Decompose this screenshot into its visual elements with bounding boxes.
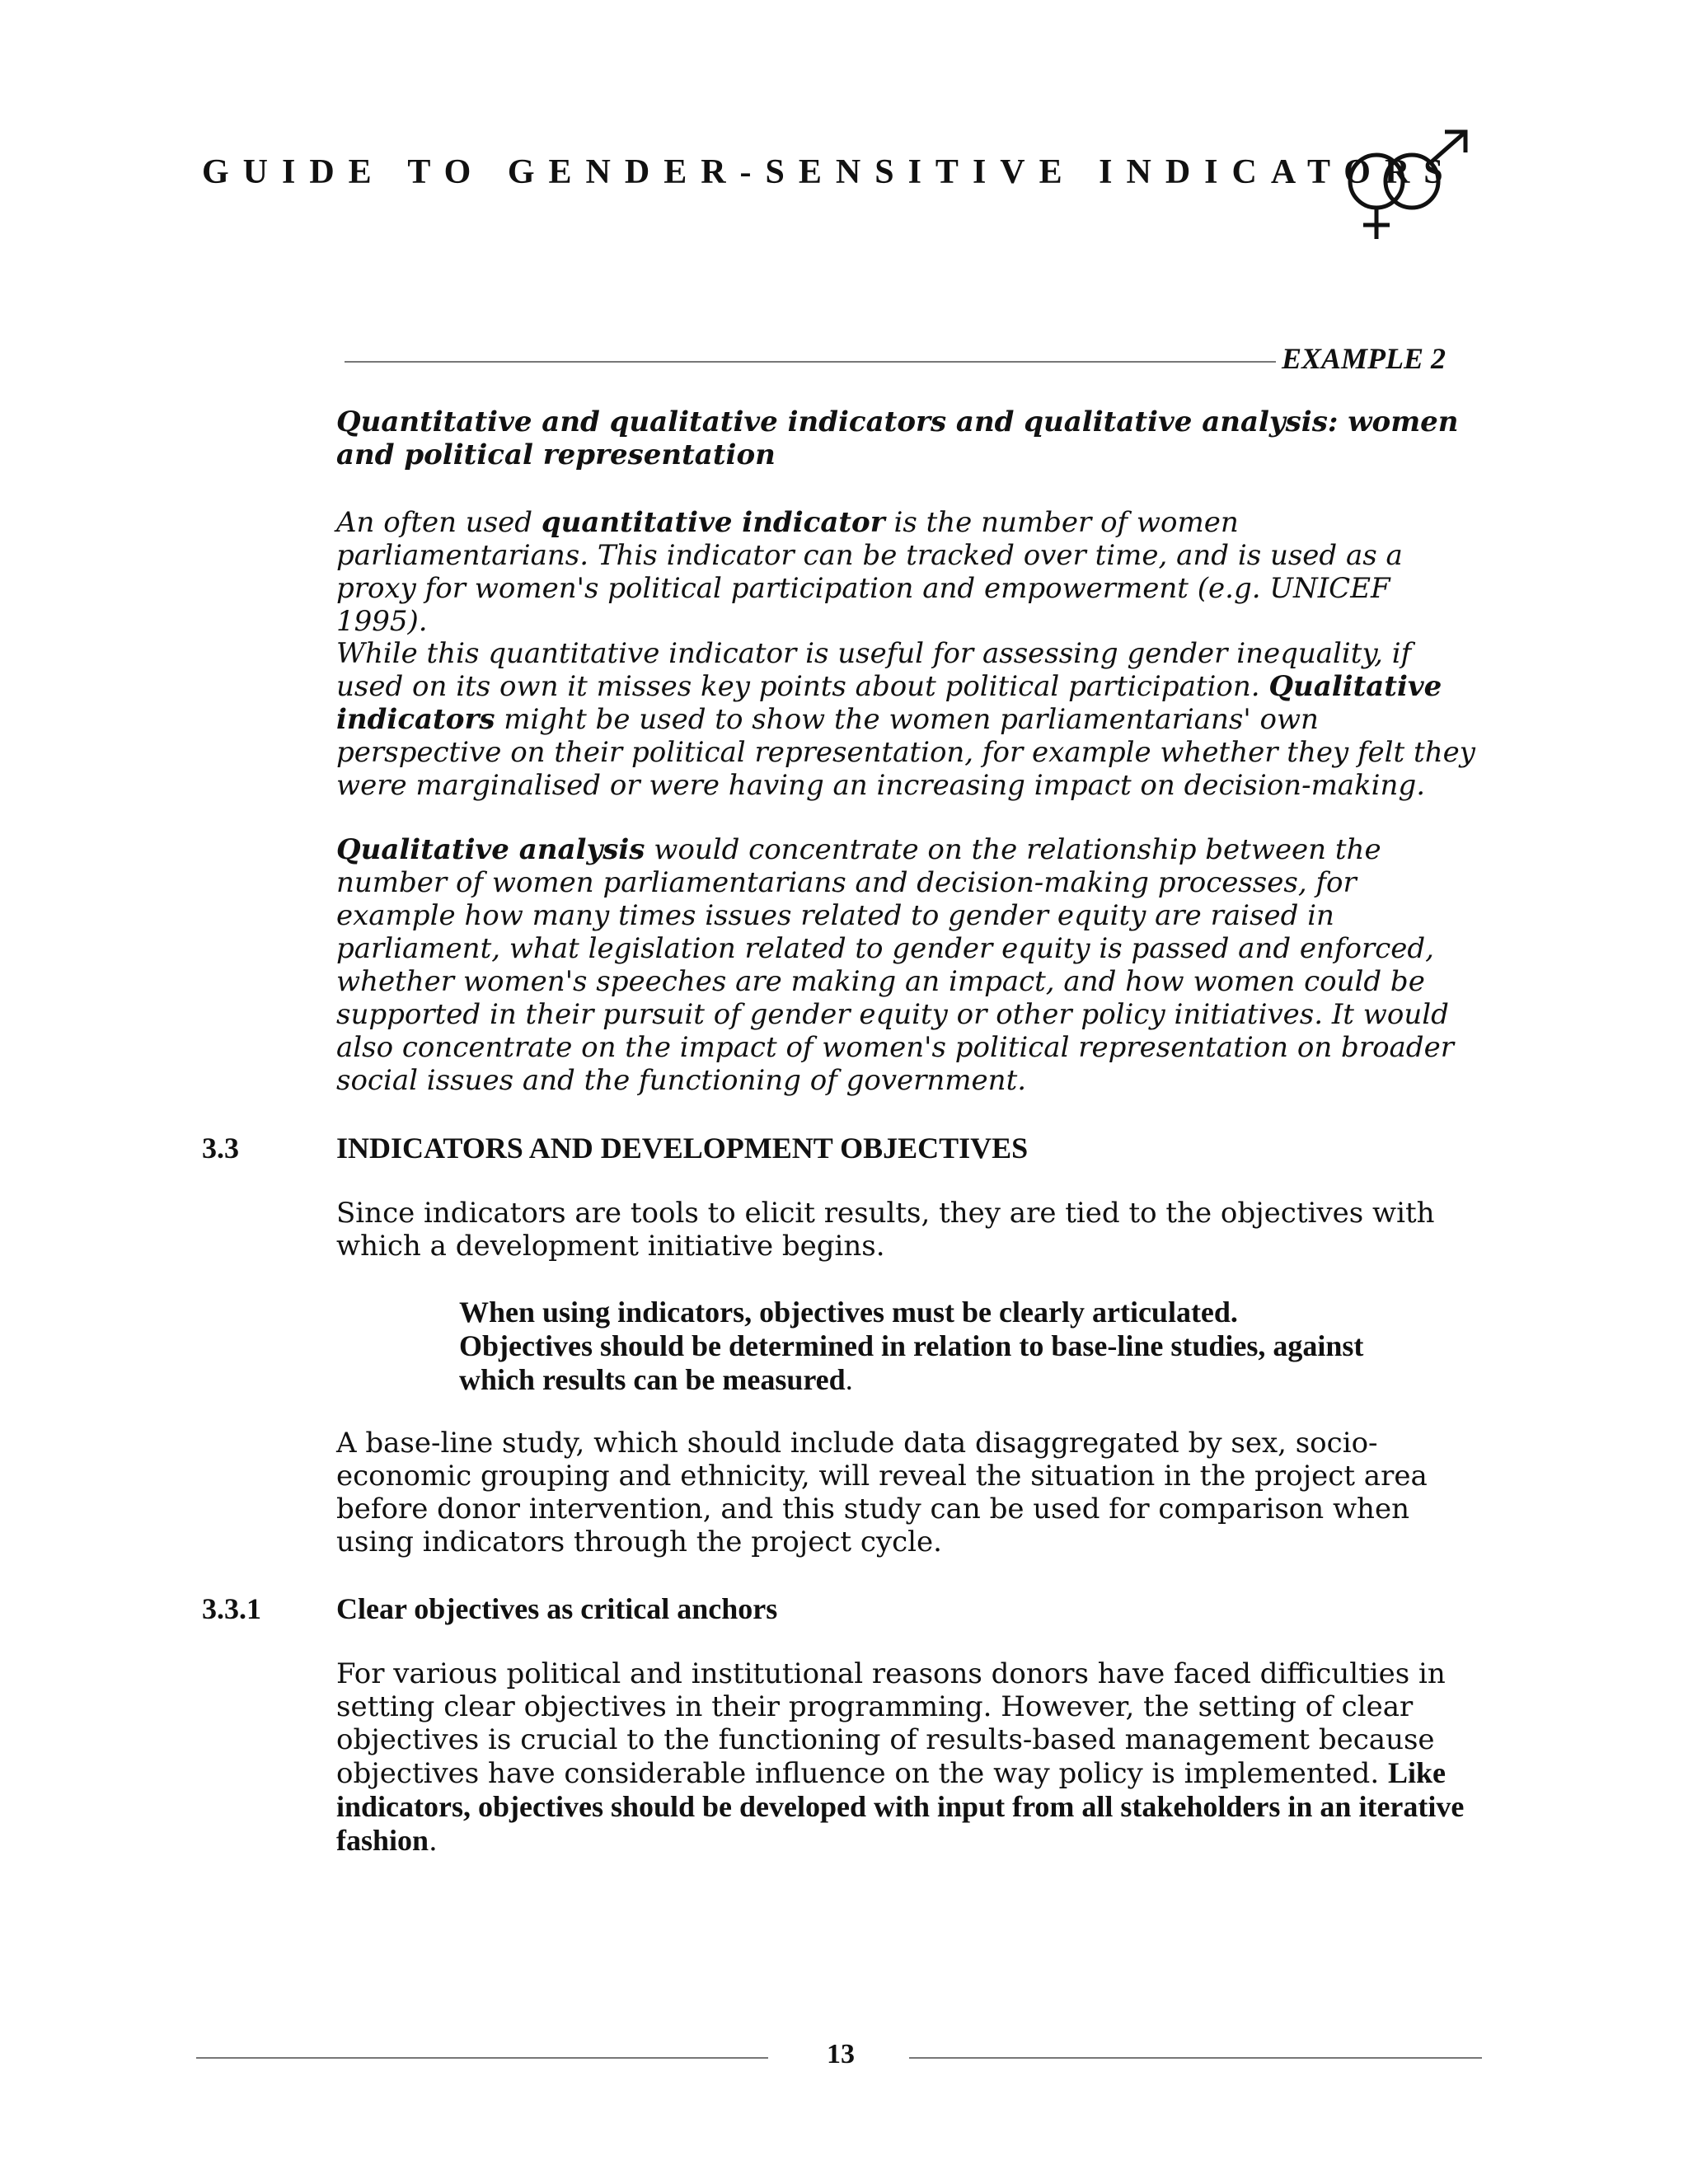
page-number: 13 [827,2039,855,2069]
example-paragraph-2: While this quantitative indicator is useful for assessing gender inequality, if used on its own it misses key points about political participation. Qualitative indicators might be used to show the women parliamentarians' own perspective on their political representation, for example whether they felt they were marginalised or were having an increasing impact on decision-making. [336,637,1475,802]
baseline-paragraph: A base-line study, which should include data disaggregated by sex, socio-economic grouping and ethnicity, will reveal the situation in the project area before donor intervention, and this study can be used for comparison when using indicators through the project cycle. [336,1427,1428,1558]
example-box [336,405,1484,471]
subsection-title: Clear objectives as critical anchors [336,1592,778,1625]
callout-text: When using indicators, objectives must be clearly articulated. Objectives should be determined in relation to base-line studies, against which results can be measured. [459,1296,1364,1396]
example-divider [345,361,1276,363]
example-paragraph-3: Qualitative analysis would concentrate on the relationship between the number of women parliamentarians and decision-making processes, for example how many times issues related to gender equity are raised in parliament, what legislation related to gender equity is passed and enforced, whether women's speeches are making an impact, and how women could be supported in their pursuit of gender equity or other policy initiatives. It would also concentrate on the impact of women's political representation on broader social issues and the functioning of government. [336,833,1454,1097]
subsection-number: 3.3.1 [202,1592,261,1625]
section-number: 3.3 [202,1132,239,1165]
term-qualitative-analysis: Qualitative analysis [336,833,645,866]
section-title: INDICATORS AND DEVELOPMENT OBJECTIVES [336,1132,1029,1165]
objectives-paragraph: For various political and institutional reasons donors have faced difficulties in setting clear objectives in their programming. However, the setting of clear objectives is crucial to the functioning of results-based management because objectives have considerable influence on the way policy is implemented. Like indicators, objectives should be developed with input from all stakeholders in an iterative fashion. [336,1657,1465,1858]
document-header-title: GUIDE TO GENDER-SENSITIVE INDICATORS [202,153,1457,191]
example-paragraph-1: An often used quantitative indicator is the number of women parliamentarians. This indicator can be tracked over time, and is used as a proxy for women's political participation and empowerment (e.g. UNICEF 1995). [336,506,1403,638]
example-title: Quantitative and qualitative indicators and qualitative analysis: women and political representation [336,405,1459,471]
footer-rule-left [196,2057,768,2059]
term-quantitative-indicator: quantitative indicator [541,506,885,539]
gender-symbols-icon [1342,124,1478,247]
footer-rule-right [909,2057,1482,2059]
term-qualitative-indicators: Qualitative indicators [336,670,1442,736]
example-label: EXAMPLE 2 [1282,342,1447,375]
objectives-bold-text: Like indicators, objectives should be developed with input from all stakeholders in an iterative fashion [336,1756,1465,1857]
section-intro: Since indicators are tools to elicit results, they are tied to the objectives with which a development initiative begins. [336,1197,1435,1263]
